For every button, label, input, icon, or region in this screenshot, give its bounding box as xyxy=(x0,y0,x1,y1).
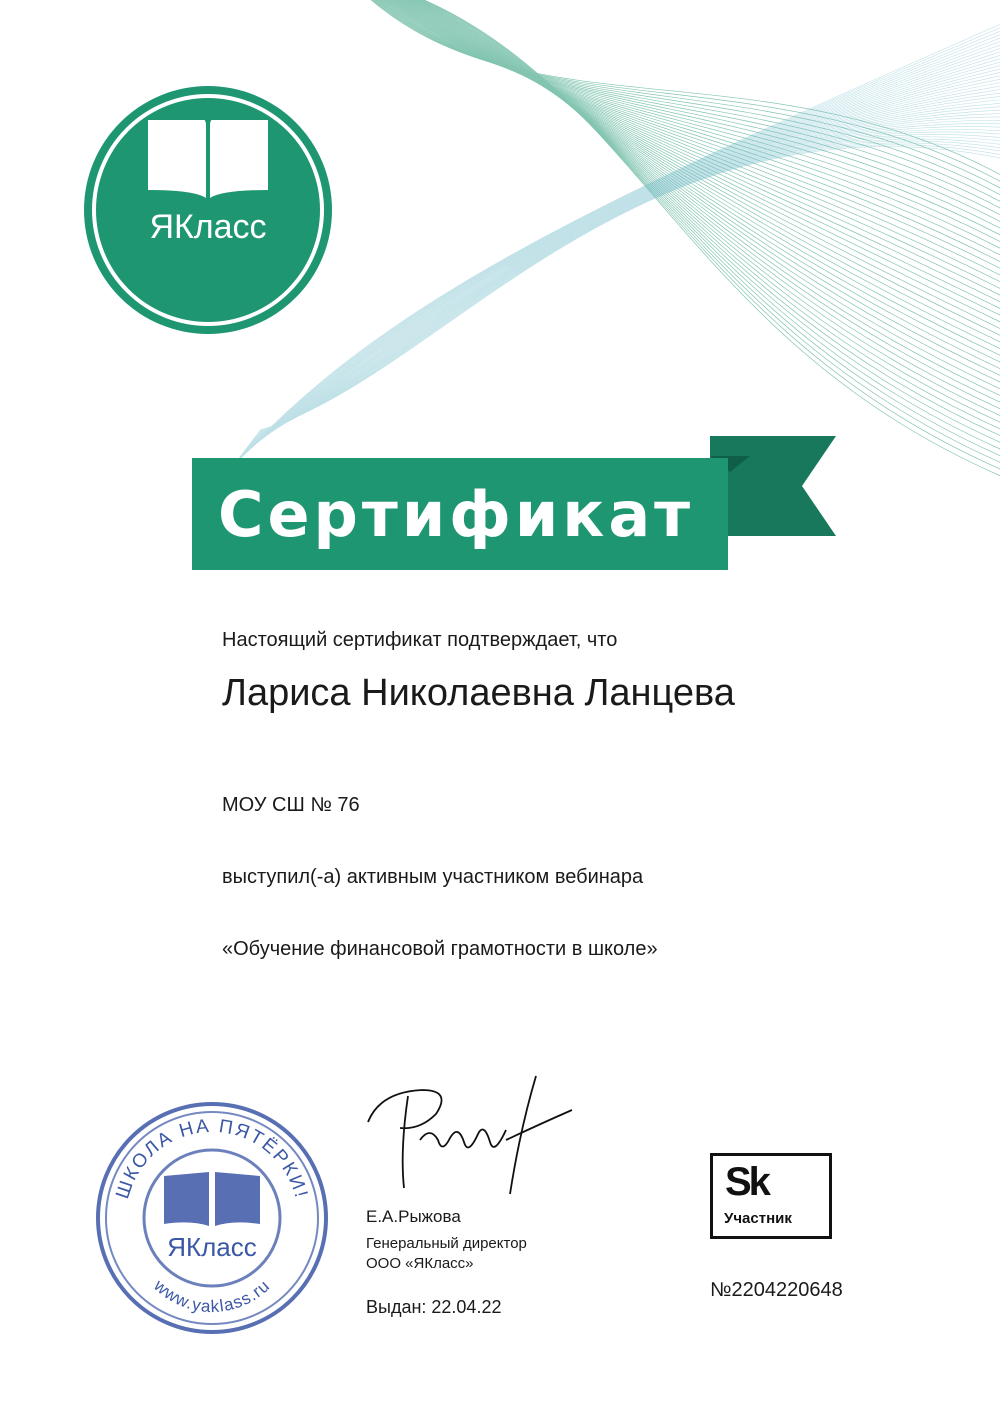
logo-wordmark: ЯКласс xyxy=(149,208,267,246)
certificate-number: №2204220648 xyxy=(710,1279,843,1301)
stamp-book-icon xyxy=(164,1172,260,1226)
skolkovo-label: Участник xyxy=(724,1210,792,1227)
webinar-title: «Обучение финансовой грамотности в школе» xyxy=(222,938,658,960)
stamp-top-text: ШКОЛА НА ПЯТЁРКИ! xyxy=(112,1115,312,1202)
signer-company: ООО «ЯКласс» xyxy=(366,1255,474,1272)
stamp-bottom-text: www.yaklass.ru xyxy=(150,1275,274,1317)
title-banner xyxy=(190,432,840,574)
signer-name: Е.А.Рыжова xyxy=(366,1207,461,1226)
certificate-title: Сертификат xyxy=(218,478,695,551)
director-signature xyxy=(360,1070,590,1200)
skolkovo-mark: Sk xyxy=(725,1160,768,1204)
signer-title: Генеральный директор xyxy=(366,1235,527,1252)
skolkovo-badge xyxy=(710,1153,832,1239)
school-stamp xyxy=(92,1098,332,1338)
participation-text: выступил(-а) активным участником вебинара xyxy=(222,866,644,888)
organization: МОУ СШ № 76 xyxy=(222,794,360,816)
yaklass-logo xyxy=(84,86,332,334)
issue-date: Выдан: 22.04.22 xyxy=(366,1297,502,1317)
intro-text: Настоящий сертификат подтверждает, что xyxy=(222,629,618,651)
stamp-center-text: ЯКласс xyxy=(167,1232,257,1262)
svg-text:www.yaklass.ru xyxy=(150,1275,274,1316)
recipient-name: Лариса Николаевна Ланцева xyxy=(222,672,735,714)
